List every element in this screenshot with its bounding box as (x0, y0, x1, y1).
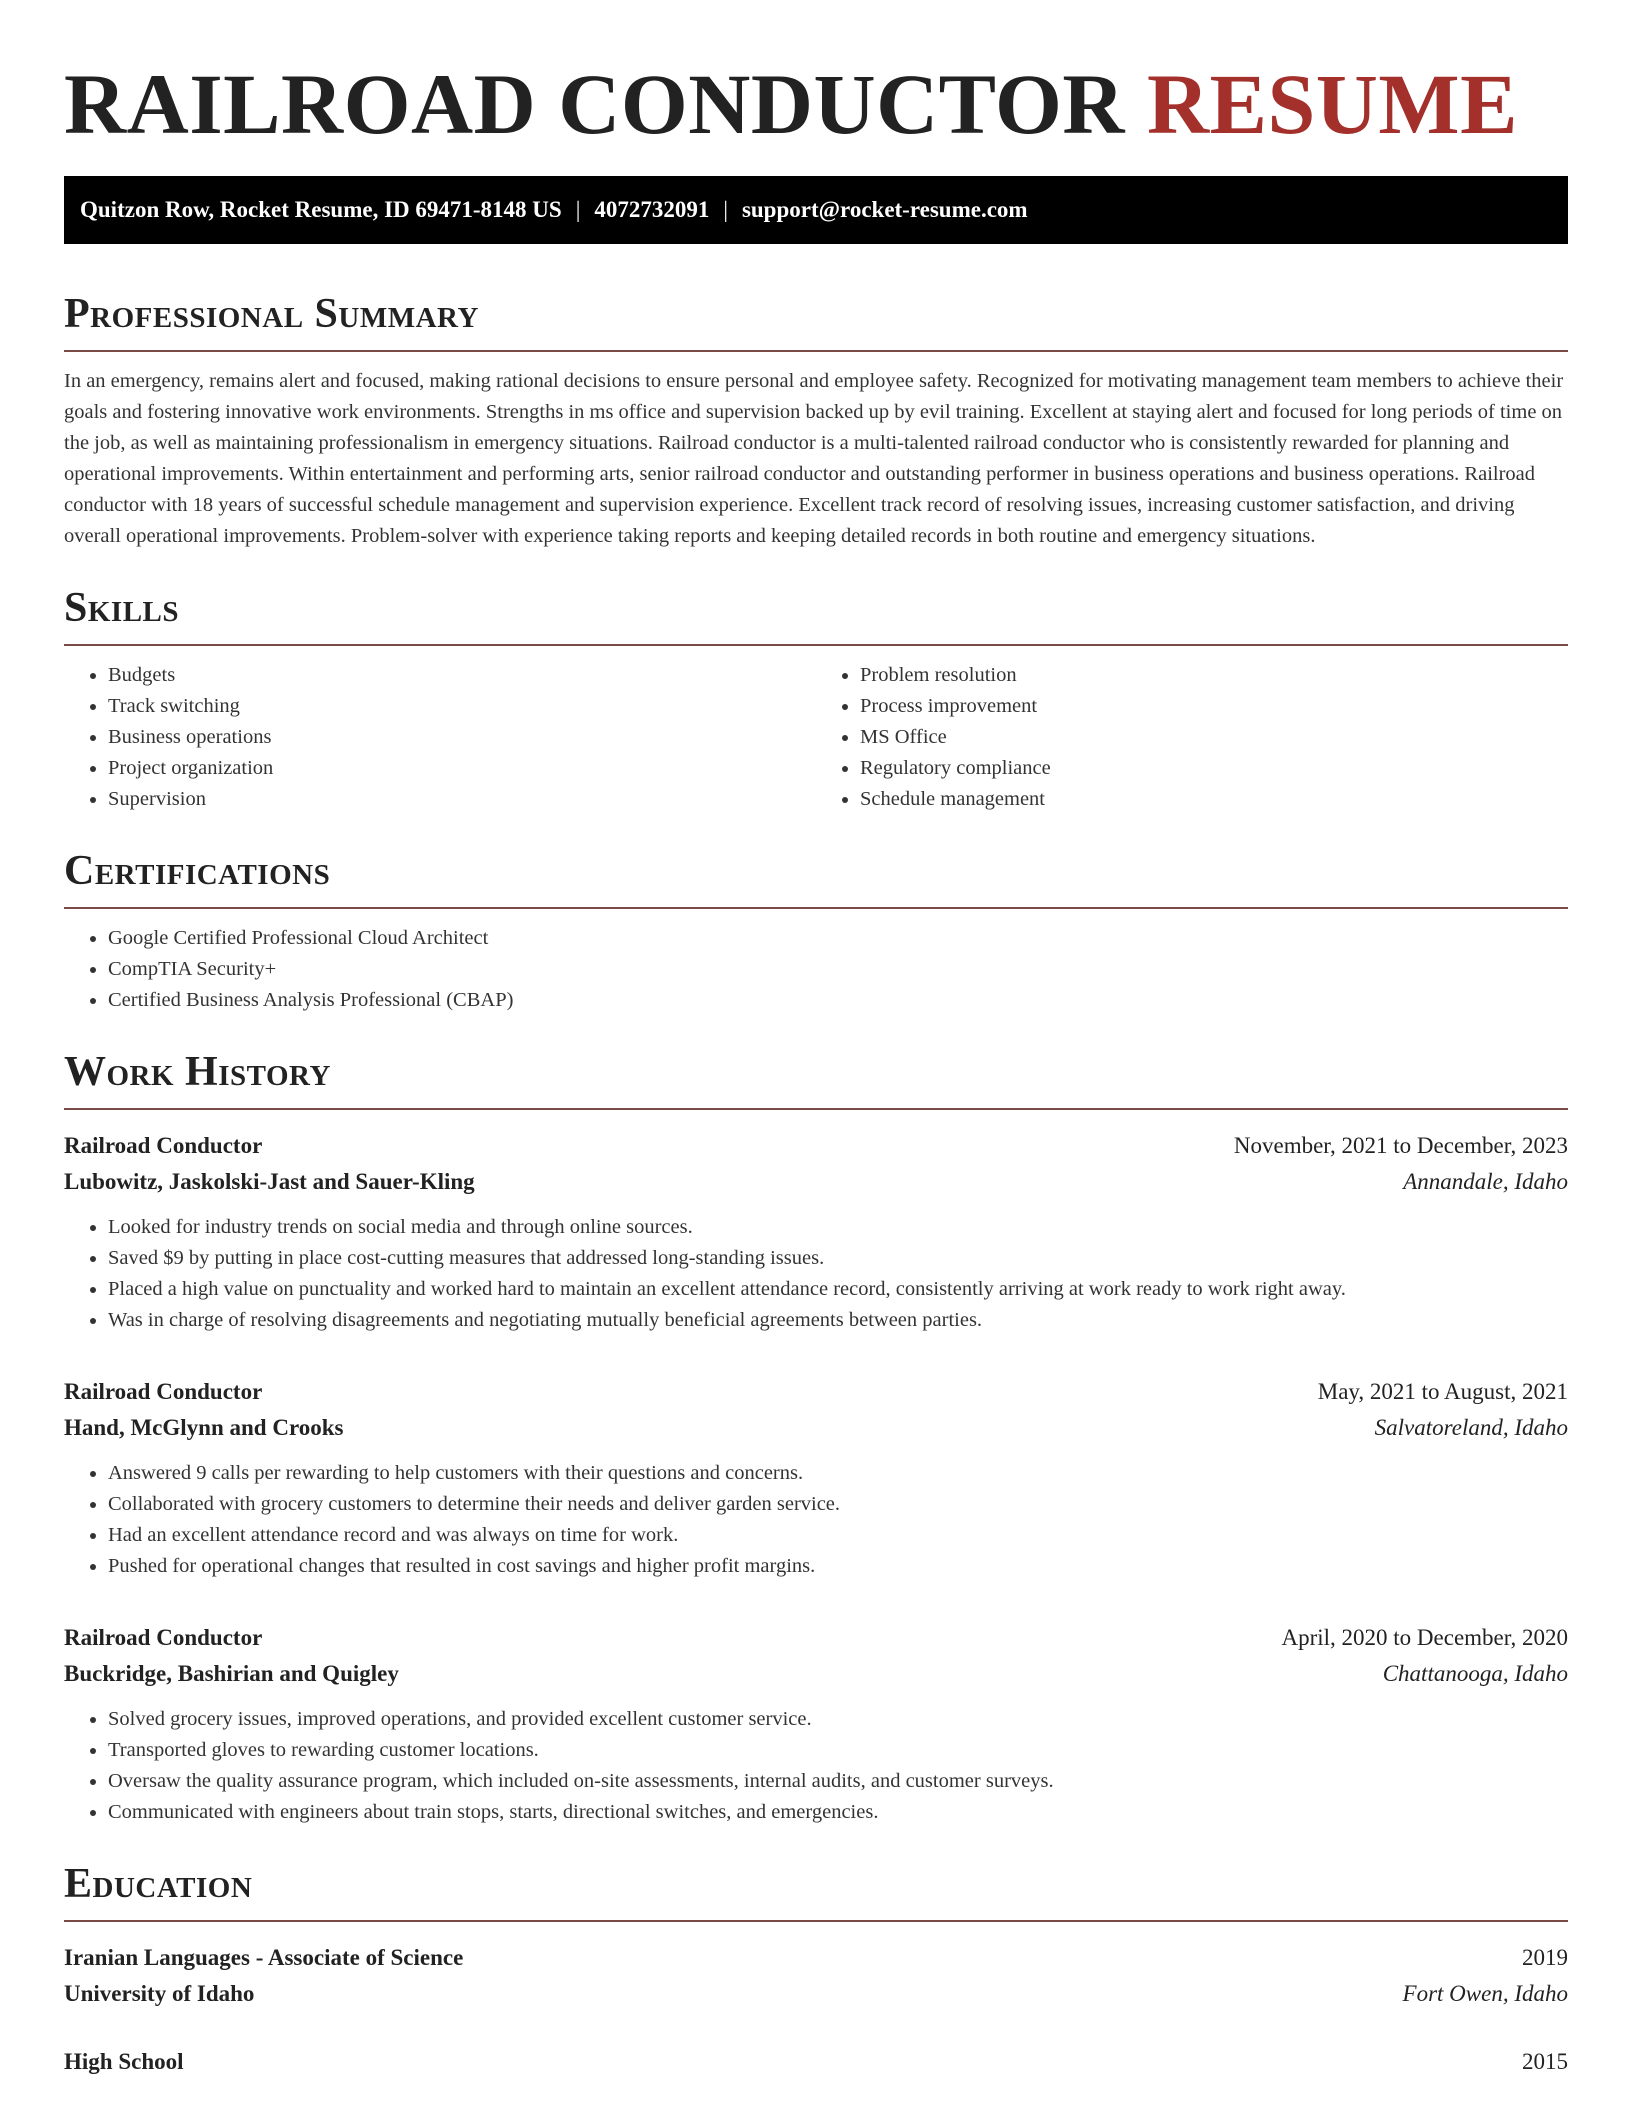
section-heading-work-history: Work History (64, 1046, 1568, 1110)
contact-address: Quitzon Row, Rocket Resume, ID 69471-8148 US (80, 197, 562, 222)
job-duty: • Had an excellent attendance record and was always on time for work. (108, 1520, 1568, 1551)
skill-item: • MS Office (860, 722, 1568, 753)
job-entry (64, 1374, 1568, 1582)
education-degree-row (64, 2044, 1568, 2080)
title-accent: RESUME (1147, 56, 1518, 152)
education-school: University of Idaho (64, 1981, 255, 2006)
skill-item: • Problem resolution (860, 660, 1568, 691)
education-location: Fort Owen, Idaho (1402, 1981, 1568, 2006)
certification-item: • CompTIA Security+ (108, 954, 1568, 985)
contact-phone[interactable]: 4072732091 (594, 197, 710, 222)
job-location: Salvatoreland, Idaho (1374, 1415, 1568, 1440)
section-heading-education: Education (64, 1858, 1568, 1922)
job-title-row (64, 1374, 1568, 1410)
job-dates: April, 2020 to December, 2020 (1281, 1625, 1568, 1650)
summary-text: In an emergency, remains alert and focused, making rational decisions to ensure personal and employee safety. Recognized for motivating management team members to achieve their goals and fostering innovative work environments. Strengths in ms office and supervision backed up by evil training. Excellent at staying alert and focused for long periods of time on the job, as well as maintaining professionalism in emergency situations. Railroad conductor is a multi-talented railroad conductor who is consistently rewarded for planning and operational improvements. Within entertainment and performing arts, senior railroad conductor and outstanding performer in business operations and business operations. Railroad conductor with 18 years of successful schedule management and supervision experience. Excellent track record of resolving issues, increasing customer satisfaction, and driving overall operational improvements. Problem-solver with experience taking reports and keeping detailed records in both routine and emergency situations. (64, 370, 1564, 547)
job-title: Railroad Conductor (64, 1625, 263, 1650)
job-company: Hand, McGlynn and Crooks (64, 1415, 344, 1440)
job-entry (64, 1620, 1568, 1828)
job-company-row (64, 1410, 1568, 1446)
skills-list-right (816, 660, 1568, 815)
job-duty: • Transported gloves to rewarding customer locations. (108, 1735, 1568, 1766)
professional-summary-section (64, 288, 1568, 552)
job-duties-list (64, 1212, 1568, 1336)
skills-grid (64, 660, 1568, 815)
certifications-section (64, 845, 1568, 1016)
job-duty: • Solved grocery issues, improved operations, and provided excellent customer service. (108, 1704, 1568, 1735)
education-year: 2019 (1522, 1945, 1568, 1970)
job-title-row (64, 1128, 1568, 1164)
job-title: Railroad Conductor (64, 1379, 263, 1404)
job-entry (64, 1128, 1568, 1336)
job-title: Railroad Conductor (64, 1133, 263, 1158)
skill-item: • Budgets (108, 660, 816, 691)
job-title-row (64, 1620, 1568, 1656)
job-dates: November, 2021 to December, 2023 (1233, 1133, 1568, 1158)
skill-item: • Project organization (108, 753, 816, 784)
job-duty: • Oversaw the quality assurance program, which included on-site assessments, internal audits, and customer surveys. (108, 1766, 1568, 1797)
education-school-row (64, 1976, 1568, 2012)
job-duty: • Looked for industry trends on social media and through online sources. (108, 1212, 1568, 1243)
section-heading-skills: Skills (64, 582, 1568, 646)
job-company: Buckridge, Bashirian and Quigley (64, 1661, 399, 1686)
job-location: Annandale, Idaho (1403, 1169, 1568, 1194)
job-company: Lubowitz, Jaskolski-Jast and Sauer-Kling (64, 1169, 475, 1194)
certifications-list (64, 923, 1568, 1016)
skills-list-left (64, 660, 816, 815)
education-entry (64, 2044, 1568, 2080)
education-degree-row (64, 1940, 1568, 1976)
job-dates: May, 2021 to August, 2021 (1317, 1379, 1568, 1404)
job-duties-list (64, 1704, 1568, 1828)
skill-item: • Track switching (108, 691, 816, 722)
job-duty: • Answered 9 calls per rewarding to help customers with their questions and concerns. (108, 1458, 1568, 1489)
job-duty: • Placed a high value on punctuality and worked hard to maintain an excellent attendance record, consistently arriving at work ready to work right away. (108, 1274, 1568, 1305)
education-degree: High School (64, 2049, 184, 2074)
job-duty: • Collaborated with grocery customers to determine their needs and deliver garden service. (108, 1489, 1568, 1520)
contact-separator: | (723, 197, 728, 222)
skill-item: • Regulatory compliance (860, 753, 1568, 784)
education-degree: Iranian Languages - Associate of Science (64, 1945, 464, 1970)
education-entry (64, 1940, 1568, 2012)
job-company-row (64, 1656, 1568, 1692)
contact-separator: | (575, 197, 581, 222)
skill-item: • Process improvement (860, 691, 1568, 722)
contact-email[interactable]: support@rocket-resume.com (741, 197, 1028, 222)
skills-section (64, 582, 1568, 815)
education-year: 2015 (1522, 2049, 1568, 2074)
section-heading-certifications: Certifications (64, 845, 1568, 909)
education-section (64, 1858, 1568, 2080)
job-duty: • Was in charge of resolving disagreements and negotiating mutually beneficial agreements between parties. (108, 1305, 1568, 1336)
skill-item: • Business operations (108, 722, 816, 753)
job-duties-list (64, 1458, 1568, 1582)
job-company-row (64, 1164, 1568, 1200)
contact-bar (64, 176, 1568, 244)
certification-item: • Certified Business Analysis Professional (CBAP) (108, 985, 1568, 1016)
section-heading-summary: Professional Summary (64, 288, 1568, 352)
skill-item: • Supervision (108, 784, 816, 815)
job-duty: • Communicated with engineers about train stops, starts, directional switches, and emergencies. (108, 1797, 1568, 1828)
resume-title (64, 0, 1568, 152)
job-duty: • Pushed for operational changes that resulted in cost savings and higher profit margins. (108, 1551, 1568, 1582)
job-duty: • Saved $9 by putting in place cost-cutting measures that addressed long-standing issues. (108, 1243, 1568, 1274)
certification-item: • Google Certified Professional Cloud Architect (108, 923, 1568, 954)
skill-item: • Schedule management (860, 784, 1568, 815)
work-history-section (64, 1046, 1568, 1828)
title-main: RAILROAD CONDUCTOR (64, 56, 1125, 152)
job-location: Chattanooga, Idaho (1382, 1661, 1568, 1686)
